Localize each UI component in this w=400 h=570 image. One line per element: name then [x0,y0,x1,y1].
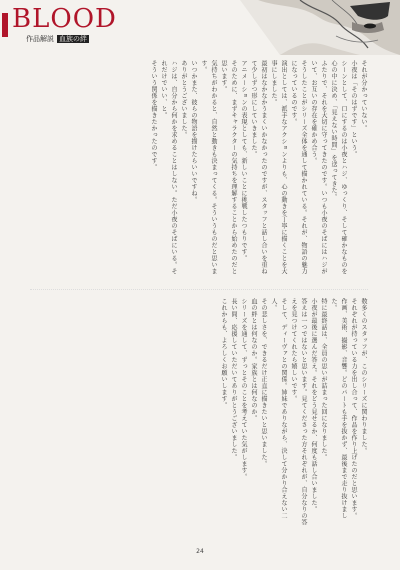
paragraph: 最初はなかなかうまくいかなかったのですが、スタッフと話し合いを重ねて少しずつ形にしていきました。 [250,60,267,275]
paragraph: それが分かっていない。 [360,60,367,132]
blood-logo: BLOOD [12,4,117,34]
paragraph: いつかまた、彼らの物語を描けたらいいですね。 [190,60,197,203]
paragraph: これからも、よろしくお願いします。 [220,298,227,409]
page-number: 24 [196,548,204,555]
paragraph: 演出としては、派手なアクションよりも、心の動きを丁寧に描くことを大事にしました。 [270,60,287,275]
subtitle-prefix: 作品解説 [26,35,54,43]
paragraph: 血の絆とは何なのか。家族とは何なのか。 [250,298,257,422]
page-header [0,0,400,52]
paragraph: シーンとして、口にするのは小夜とハジ、ゆっくり、そして確かなものを心の中に決め、「見えない時間」を送ってきた。 [330,60,347,275]
paragraph: そういう関係を描きたかったのです。 [150,60,157,171]
paragraph: それぞれが持っている力を出し合って、作品を作り上げたのだと思います。 [350,298,357,519]
logo-accent-bar [2,13,8,37]
paragraph: ありがとうございました。 [180,60,187,138]
logo-subtitle [26,34,89,44]
paragraph: 答えは一つではないと思います。見てくださった方それぞれが、自分なりの答えを見つけてくれたら嬉しいです。 [290,298,307,526]
paragraph: 気持ちがわかると、自然と動きも決まってくる。そういうものだと思います。 [200,60,217,275]
paragraph: 特に最終話は、全員の思いが詰まった回になりました。 [320,298,327,461]
article-text-upper [28,60,368,280]
paragraph: 長い間、応援していただいてありがとうございました。 [230,298,237,461]
tier-divider [30,289,368,290]
paragraph: そして、ディーヴァとの関係。姉妹でありながら、決して分かり合えない二人。 [270,298,287,519]
paragraph: ふたりで、それを大切に守ってきたのです。いつも小夜のそばにはハジがいて、お互いの存在を確かめ合う。 [310,60,327,275]
paragraph: アニメーションの表現としても、新しいことに挑戦したつもりです。 [240,60,247,262]
paragraph: 小夜が最後に選んだ答え。それをどう見せるか、何度も話し合いました。 [310,298,317,513]
paragraph: その悲しさを、できるだけ正直に描きたいと思いました。 [260,298,267,467]
character-portrait-art [240,0,400,55]
article-text-lower [28,298,368,528]
paragraph: そうしたことがシリーズ全体を通して描かれている。それが、物語の魅力になっているのです。 [290,60,307,275]
paragraph: 数多くのスタッフが、このシリーズに関わりました。 [360,298,367,454]
paragraph: 作画、美術、撮影、音響。どのパートも手を抜かず、最後まで走り抜けました。 [330,298,347,519]
paragraph: ハジは、自分から何かを求めることはしない。ただ小夜のそばにいる。それだけでいい、と。 [160,60,177,275]
paragraph: 小夜は「そのはずです」という。 [350,60,357,158]
paragraph: シリーズを通して、ずっとそのことを考えていた気がします。 [240,298,247,480]
paragraph: そのために、まずキャラクターの気持ちを理解することから始めたのだと思います。 [220,60,237,275]
subtitle-highlight: 血族の絆 [59,35,87,43]
